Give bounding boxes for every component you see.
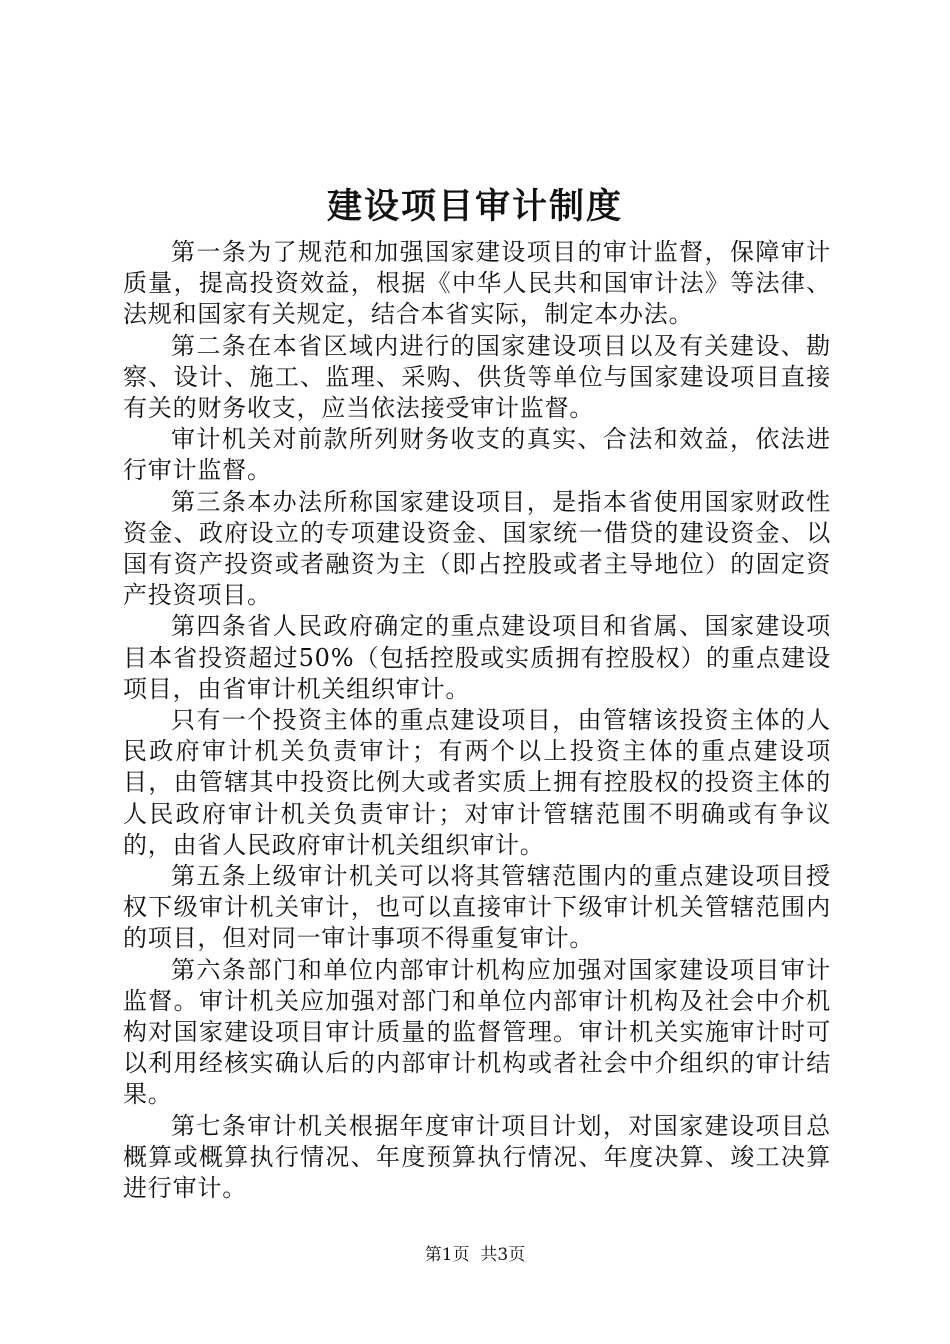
paragraph-article-6: 第六条部门和单位内部审计机构应加强对国家建设项目审计监督。审计机关应加强对部门和单位内部审计机构及社会中介机构对国家建设项目审计质量的监督管理。审计机关实施审计时可以利用经核实确认后的内部审计机构或者社会中介组织的审计结果。 <box>123 955 831 1109</box>
page-footer <box>0 1243 950 1267</box>
page-number: 第1页 <box>424 1245 470 1265</box>
paragraph-article-5: 第五条上级审计机关可以将其管辖范围内的重点建设项目授权下级审计机关审计，也可以直接审计下级审计机关管辖范围内的项目，但对同一审计事项不得重复审计。 <box>123 862 831 953</box>
paragraph-article-3: 第三条本办法所称国家建设项目，是指本省使用国家财政性资金、政府设立的专项建设资金、国家统一借贷的建设资金、以国有资产投资或者融资为主（即占控股或者主导地位）的固定资产投资项目。 <box>123 487 831 610</box>
paragraph-article-2-clause: 审计机关对前款所列财务收支的真实、合法和效益，依法进行审计监督。 <box>123 425 831 485</box>
paragraph-article-4-clause: 只有一个投资主体的重点建设项目，由管辖该投资主体的人民政府审计机关负责审计；有两个以上投资主体的重点建设项目，由管辖其中投资比例大或者实质上拥有控股权的投资主体的人民政府审计机关负责审计；对审计管辖范围不明确或有争议的，由省人民政府审计机关组织审计。 <box>123 706 831 859</box>
page-total: 共3页 <box>480 1245 526 1265</box>
paragraph-article-2: 第二条在本省区域内进行的国家建设项目以及有关建设、勘察、设计、施工、监理、采购、供货等单位与国家建设项目直接有关的财务收支，应当依法接受审计监督。 <box>123 331 831 423</box>
document-body <box>123 237 831 1204</box>
paragraph-article-7: 第七条审计机关根据年度审计项目计划，对国家建设项目总概算或概算执行情况、年度预算执行情况、年度决算、竣工决算进行审计。 <box>123 1111 831 1203</box>
page-title: 建设项目审计制度 <box>326 186 623 227</box>
paragraph-article-1: 第一条为了规范和加强国家建设项目的审计监督，保障审计质量，提高投资效益，根据《中华人民共和国审计法》等法律、法规和国家有关规定，结合本省实际，制定本办法。 <box>123 238 831 329</box>
paragraph-article-4: 第四条省人民政府确定的重点建设项目和省属、国家建设项目本省投资超过50%（包括控股或实质拥有控股权）的重点建设项目，由省审计机关组织审计。 <box>123 612 831 703</box>
